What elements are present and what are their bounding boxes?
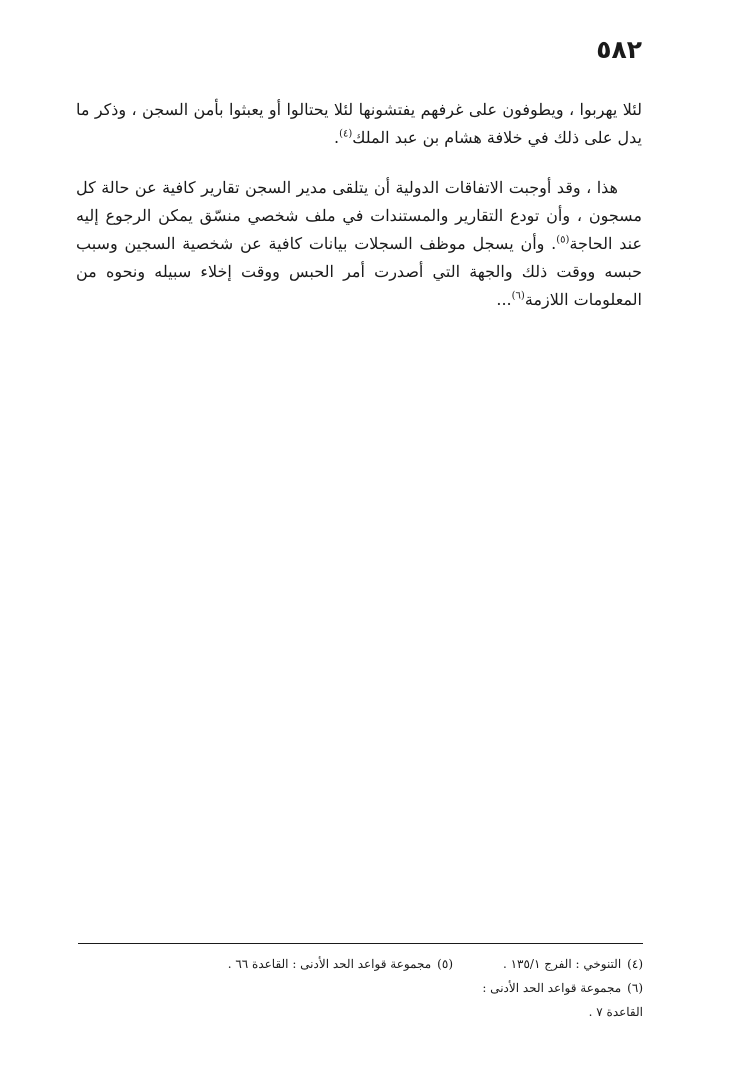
footnotes: [78, 952, 643, 1024]
footnote: [453, 976, 643, 1024]
footnote-number: (٦): [627, 981, 643, 995]
paragraph-text: .: [333, 128, 340, 147]
body-text: [76, 96, 642, 336]
footnote-text: التنوخي : الفرج ١٣٥/١ .: [502, 957, 622, 971]
page-number: ٥٨٢: [596, 35, 642, 64]
footnote: [228, 952, 453, 976]
footnote-text: مجموعة قواعد الحد الأدنى : القاعدة ٦٦ .: [227, 957, 432, 971]
footnote-divider: [78, 943, 643, 944]
paragraph-text: هذا ، وقد أوجبت الاتفاقات الدولية أن يتلقى مدير السجن تقارير كافية عن حالة كل مسجون ، وأن تودع التقارير والمستندات في ملف شخصي منسّق يمكن الرجوع إليه عند الحاجة: [76, 178, 642, 253]
footnote-number: (٥): [437, 957, 453, 971]
footnote-text: مجموعة قواعد الحد الأدنى : القاعدة ٧ .: [482, 981, 643, 1019]
paragraph-text: . وأن يسجل موظف السجلات بيانات كافية عن شخصية السجين وسبب حبسه ووقت ذلك والجهة التي أصدرت أمر الحبس ووقت إخلاء سبيله ونحوه من المعلومات اللازمة: [76, 234, 642, 309]
paragraph-text: ...: [496, 290, 512, 309]
paragraph: [76, 96, 642, 152]
paragraph-text: لئلا يهربوا ، ويطوفون على غرفهم يفتشونها لئلا يحتالوا أو يعبثوا بأمن السجن ، وذكر ما يدل على ذلك في خلافة هشام بن عبد الملك: [76, 100, 642, 147]
footnote-ref: (٦): [511, 290, 525, 302]
footnote-row: [78, 952, 643, 976]
footnote-row: [78, 976, 643, 1024]
footnote: [453, 952, 643, 976]
paragraph: [76, 174, 642, 314]
footnote-ref: (٤): [339, 128, 353, 140]
footnote-ref: (٥): [556, 234, 570, 246]
footnote-number: (٤): [627, 957, 643, 971]
